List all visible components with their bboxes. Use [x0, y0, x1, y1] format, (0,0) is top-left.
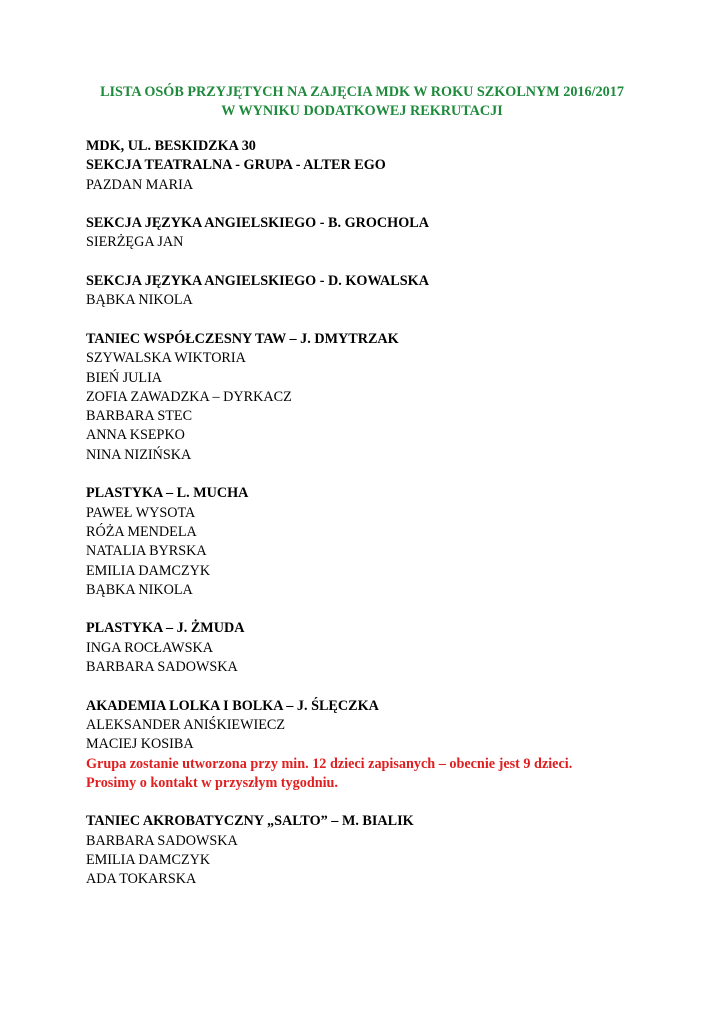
section-heading: PLASTYKA – J. ŻMUDA [86, 620, 245, 637]
section-heading: SEKCJA JĘZYKA ANGIELSKIEGO - D. KOWALSKA [86, 273, 429, 290]
member-name: MACIEJ KOSIBA [86, 736, 194, 753]
section-heading: SEKCJA TEATRALNA - GRUPA - ALTER EGO [86, 157, 386, 174]
section-block [86, 465, 686, 600]
warning-note: Prosimy o kontakt w przyszłym tygodniu. [86, 774, 338, 791]
section-heading: TANIEC WSPÓŁCZESNY TAW – J. DMYTRZAK [86, 330, 399, 347]
member-name: EMILIA DAMCZYK [86, 562, 211, 579]
member-name: PAZDAN MARIA [86, 176, 194, 193]
section-block [86, 156, 686, 195]
member-name: ANNA KSEPKO [86, 427, 185, 444]
section-block [86, 253, 686, 311]
member-name: BARBARA STEC [86, 408, 193, 425]
member-name: BĄBKA NIKOLA [86, 581, 193, 598]
member-name: NATALIA BYRSKA [86, 543, 207, 560]
member-name: RÓŻA MENDELA [86, 523, 197, 540]
member-name: PAWEŁ WYSOTA [86, 504, 196, 521]
section-heading: PLASTYKA – L. MUCHA [86, 485, 249, 502]
section-heading: AKADEMIA LOLKA I BOLKA – J. ŚLĘCZKA [86, 697, 379, 714]
document-title-line-1: LISTA OSÓB PRZYJĘTYCH NA ZAJĘCIA MDK W ROKU SZKOLNYM 2016/2017 [100, 84, 624, 100]
member-name: INGA ROCŁAWSKA [86, 639, 213, 656]
section-heading: TANIEC AKROBATYCZNY „SALTO” – M. BIALIK [86, 813, 414, 830]
member-name: NINA NIZIŃSKA [86, 446, 192, 463]
member-name: BARBARA SADOWSKA [86, 659, 238, 676]
member-name: BIEŃ JULIA [86, 369, 163, 386]
member-name: BĄBKA NIKOLA [86, 292, 193, 309]
member-name: ZOFIA ZAWADZKA – DYRKACZ [86, 388, 292, 405]
member-name: SIERŻĘGA JAN [86, 234, 184, 251]
member-name: ALEKSANDER ANIŚKIEWIECZ [86, 716, 285, 733]
section-block [86, 195, 686, 253]
section-block [86, 311, 686, 465]
warning-note: Grupa zostanie utworzona przy min. 12 dzieci zapisanych – obecnie jest 9 dzieci. [86, 755, 573, 772]
document-title-line-2: W WYNIKU DODATKOWEJ REKRUTACJI [221, 103, 503, 119]
document-content [86, 137, 686, 890]
sections-list [86, 156, 686, 889]
member-name: EMILIA DAMCZYK [86, 851, 211, 868]
section-block [86, 677, 686, 793]
section-block [86, 793, 686, 889]
member-name: ADA TOKARSKA [86, 871, 197, 888]
member-name: BARBARA SADOWSKA [86, 832, 238, 849]
section-block [86, 600, 686, 677]
member-name: SZYWALSKA WIKTORIA [86, 350, 246, 367]
section-heading: SEKCJA JĘZYKA ANGIELSKIEGO - B. GROCHOLA [86, 215, 429, 232]
location-heading: MDK, UL. BESKIDZKA 30 [86, 138, 256, 154]
